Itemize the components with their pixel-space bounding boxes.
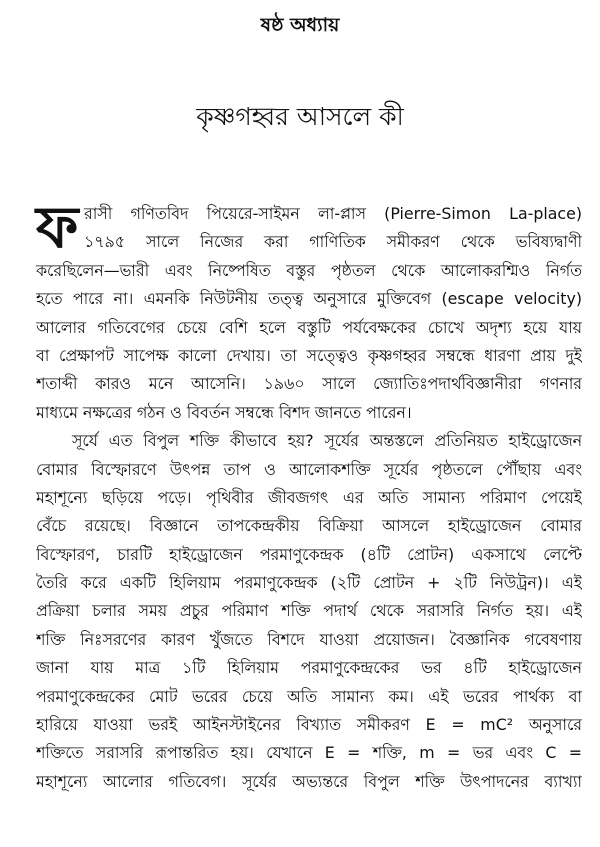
text-line: হারিয়ে যাওয়া ভরই আইনস্টাইনের বিখ্যাত সমীকরণ E = mC² অনুসারে bbox=[36, 715, 582, 735]
text-line: বেঁচে রয়েছে। বিজ্ঞানে তাপকেন্দ্রকীয় বিক্রিয়া আসলে হাইড্রোজেন বোমার bbox=[36, 516, 582, 536]
text-line: জানা যায় মাত্র ১টি হিলিয়াম পরমাণুকেন্দ্রকের ভর ৪টি হাইড্রোজেন bbox=[36, 658, 582, 678]
paragraph-2 bbox=[36, 427, 582, 796]
text-line: শক্তি নিঃসরণের কারণ খুঁজতে বিশদে যাওয়া প্রয়োজন। বৈজ্ঞানিক গবেষণায় bbox=[36, 629, 582, 649]
text-line: সূর্যে এত বিপুল শক্তি কীভাবে হয়? সূর্যের অন্তস্তলে প্রতিনিয়ত হাইড্রোজেন bbox=[72, 431, 582, 451]
body-text bbox=[36, 200, 582, 796]
text-line: তৈরি করে একটি হিলিয়াম পরমাণুকেন্দ্রক (২টি প্রোটন + ২টি নিউট্রন)। এই bbox=[36, 573, 582, 593]
text-line: মাধ্যমে নক্ষত্রের গঠন ও বিবর্তন সম্বন্ধে বিশদ জানতে পারেন। bbox=[36, 402, 412, 422]
text-line: বা প্রেক্ষাপট সাপেক্ষ কালো দেখায়। তা সত্ত্বেও কৃষ্ণগহ্বর সম্বন্ধে ধারণা প্রায় দুই bbox=[36, 345, 582, 365]
text-line: বোমার বিস্ফোরণে উৎপন্ন তাপ ও আলোকশক্তি সূর্যের পৃষ্ঠতলে পৌঁছায় এবং bbox=[36, 459, 582, 479]
text-line: মহাশূন্যে আলোর গতিবেগ। সূর্যের অভ্যন্তরে বিপুল শক্তি উৎপাদনের ব্যাখ্যা bbox=[36, 771, 582, 791]
text-line: করেছিলেন—ভারী এবং নিষ্পেষিত বস্তুর পৃষ্ঠতল থেকে আলোকরশ্মিও নির্গত bbox=[36, 260, 582, 280]
chapter-label: ষষ্ঠ অধ্যায় bbox=[260, 14, 340, 36]
text-line: আলোর গতিবেগের চেয়ে বেশি হলে বস্তুটি পর্যবেক্ষকের চোখে অদৃশ্য হয়ে যায় bbox=[36, 317, 582, 337]
text-line: ১৭৯৫ সালে নিজের করা গাণিতিক সমীকরণ থেকে ভবিষ্যদ্বাণী bbox=[84, 232, 582, 252]
paragraph-1 bbox=[36, 200, 582, 427]
text-line: হতে পারে না। এমনকি নিউটনীয় তত্ত্ব অনুসারে মুক্তিবেগ (escape velocity) bbox=[36, 289, 582, 309]
text-line: শক্তিতে সরাসরি রূপান্তরিত হয়। যেখানে E = শক্তি, m = ভর এবং C = bbox=[36, 743, 582, 763]
text-line: শতাব্দী কারও মনে আসেনি। ১৯৬০ সালে জ্যোতিঃপদার্থবিজ্ঞানীরা গণনার bbox=[36, 374, 582, 394]
text-line: বিস্ফোরণ, চারটি হাইড্রোজেন পরমাণুকেন্দ্রক (৪টি প্রোটন) একসাথে লেপ্টে bbox=[36, 544, 582, 564]
text-line: মহাশূন্যে ছড়িয়ে পড়ে। পৃথিবীর জীবজগৎ এর অতি সামান্য পরিমাণ পেয়েই bbox=[36, 487, 582, 507]
drop-cap: ফ bbox=[36, 193, 79, 261]
chapter-title: কৃষ্ণগহ্বর আসলে কী bbox=[196, 102, 404, 131]
text-line: পরমাণুকেন্দ্রকের মোট ভরের চেয়ে অতি সামান্য কম। এই ভরের পার্থক্য বা bbox=[36, 686, 582, 706]
text-line: রাসী গণিতবিদ পিয়েরে-সাইমন লা-প্লাস (Pierre-Simon La-place) bbox=[84, 204, 582, 223]
text-line: প্রক্রিয়া চলার সময় প্রচুর পরিমাণ শক্তি পদার্থ থেকে সরাসরি নির্গত হয়। এই bbox=[36, 601, 582, 621]
